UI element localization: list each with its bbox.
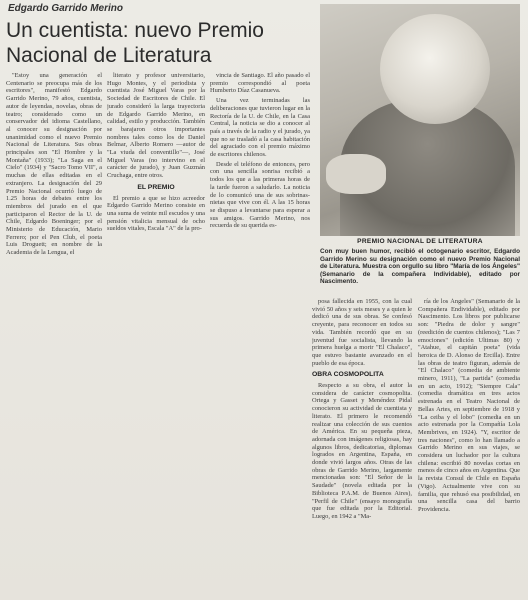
column-3-text-c: Desde el teléfono de entonces, pero con una sencilla sonrisa recibió a todos los que a las primeras horas de la tarde fueron a saludarlo. La noticia de lo comunicó una de sus sobrinas-nietas que vive con él. A las 15 horas se dispuso a levantarse para esperar a sus amigos. Garrido Merino, nos recuerda de su querida es-	[210, 160, 310, 230]
section-heading-el-premio: EL PREMIO	[137, 183, 175, 191]
column-3-text-a: vincia de Santiago. El año pasado el premio correspondió al poeta Humberto Díaz Casanueva.	[210, 72, 310, 95]
article-column-1	[6, 72, 102, 334]
column-1-text: "Estoy una generación el Centenario se preocupa más de los escritores", manifestó Edgardo Garrido Merino, 79 años, cuentista, autor de leyendas, novelas, obras de teatro; considerado como un conservador del idioma Castellano, al conocer su designación por unanimidad como el nuevo Premio Nacional de Literatura. Sus obras principales son "El Hombre y la Montaña" (1933); "La Saga en el Cielo" (1934) y "Sacro Tomo VII", a muchas de ellas editadas en el extranjero. La designación del 29 Premio Nacional ocurrió luego de 1.25 horas de debates entre los miembros del jurado en el que participaron el Rector de la U. de Chile, Edgardo Boeninger; por el Ministerio de Educación, Mario Ferrero; por el Pen Club, el poeta Luis Droguett; en nombre de la Academia de la Lengua, el	[6, 72, 102, 257]
photo-caption-title: PREMIO NACIONAL DE LITERATURA	[357, 238, 483, 245]
column-5-text: ría de los Ángeles" (Semanario de la Compañera Endividable), editado por Nascimento. Los libros por publicarse son: "Piedra de dolor y sangre" (reedición de cuentos chilenos); "Las 7 emociones" (edición Ultimas 80) y "Atahue, el capitán poeta" (vida heroica de D. Alonso de Ercilla). Entre las obras de teatro figuran, además de "El Chalaco" (comedia de ambiente minero, 1911), "La partida" (comedia en un acto, 1912); "Siempre Cala" (comedia dramática en tres actos estrenada en el Teatro Nacional de Bellas Artes, en septiembre de 1918 y "La ceiba y el lobo" (comedia en un acto estrenada por la Compañía Lola Membrives, en 1924). "Y, escritor de tres naciones", como lo han llamado a Garrido Merino en sus viajes, se considera un luchador por la cultura chilena: escribió 80 novelas cortas en menos de cinco años en Argentina. Que la revista Consul de Chile en España (Vigo). Actualmente vive con su familia, que rehusó esa posibilidad, en una sencilla casa del barrio Providencia.	[418, 298, 520, 513]
photo-figure-head	[380, 14, 490, 124]
article-column-4	[312, 298, 412, 596]
column-3-text-b: Una vez terminadas las deliberaciones que tuvieron lugar en la Rectoría de la U. de Chile, en la Casa Central, la noticia se dio a conocer al país a través de la radio y el jurado, ya que no se trasladó a la casa habitación del agraciado con el premio máximo de escritores chilenos.	[210, 97, 310, 159]
column-2-text-a: literato y profesor universitario, Hugo Montes, y el periodista y cuentista José Miguel Varas por la Sociedad de Escritores de Chile. El jurado consideró la larga trayectoria de Edgardo Garrido Merino, en calidad, estilo y producción. También se barajaron otros importantes nombres tales como los de Daniel Belmar, Alberto Romero —autor de "La viuda del conventillo"—, José Miguel Varas (no intervino en el carácter de jurado), y Juan Guzmán Cruchaga, entre otros.	[107, 72, 205, 180]
author-byline: Edgardo Garrido Merino	[8, 3, 124, 14]
article-headline: Un cuentista: nuevo Premio Nacional de Literatura	[6, 19, 264, 67]
column-4-text-b: Respecto a su obra, el autor la considera de carácter cosmopolita. Ortega y Gasset y Menéndez Pidal conocieron su actividad de cuentista y literato. El primero le recomendó realizar una colección de sus cuentos de América. En su pequeña pieza, adornada con imágenes religiosas, hay algunos libros, dedicatorias, diplomas logrados en Argentina, España, en donde vivió largos años. Otras de las obras de Garrido Merino, largamente mencionadas son: "El Señor de la Saudade" (novela editada por la Biblioteca P.A.M. de Buenos Aires), "Perfil de Chile" (ensayo monografía que fue editada por la Editorial. Luego, en 1942 a "Ma-	[312, 382, 412, 520]
article-column-5	[418, 298, 520, 596]
section-heading-obra-cosmopolita: OBRA COSMOPOLITA	[312, 371, 384, 379]
article-column-3	[210, 72, 310, 334]
photo-caption-text: Con muy buen humor, recibió el octogenario escritor, Edgardo Garrido Merino su designación como el nuevo Premio Nacional de Literatura. Muestra con orgullo su libro "María de los Ángeles" (Semanario de la compañera Individable), editado por Nascimento.	[320, 248, 520, 286]
author-photo	[320, 4, 520, 236]
column-4-text-a: posa fallecida en 1955, con la cual vivió 50 años y seis meses y a quien le dedicó una de sus obras. Se confesó creyente, para reconocer en todos su vida. También recordó que en su juventud fue socialista, llevando la primera huelga a morir "El Chalaco", que estuvo bastante avanzado en el pueblo de esa época.	[312, 298, 412, 367]
article-column-2	[107, 72, 205, 334]
photo-book-in-hand	[326, 154, 386, 194]
column-2-text-b: El premio a que se hizo acreedor Edgardo Garrido Merino consiste en una suma de veinte mil escudos y una pensión vitalicia mensual de ocho sueldos vitales, Escala "A" de la pro-	[107, 194, 205, 233]
